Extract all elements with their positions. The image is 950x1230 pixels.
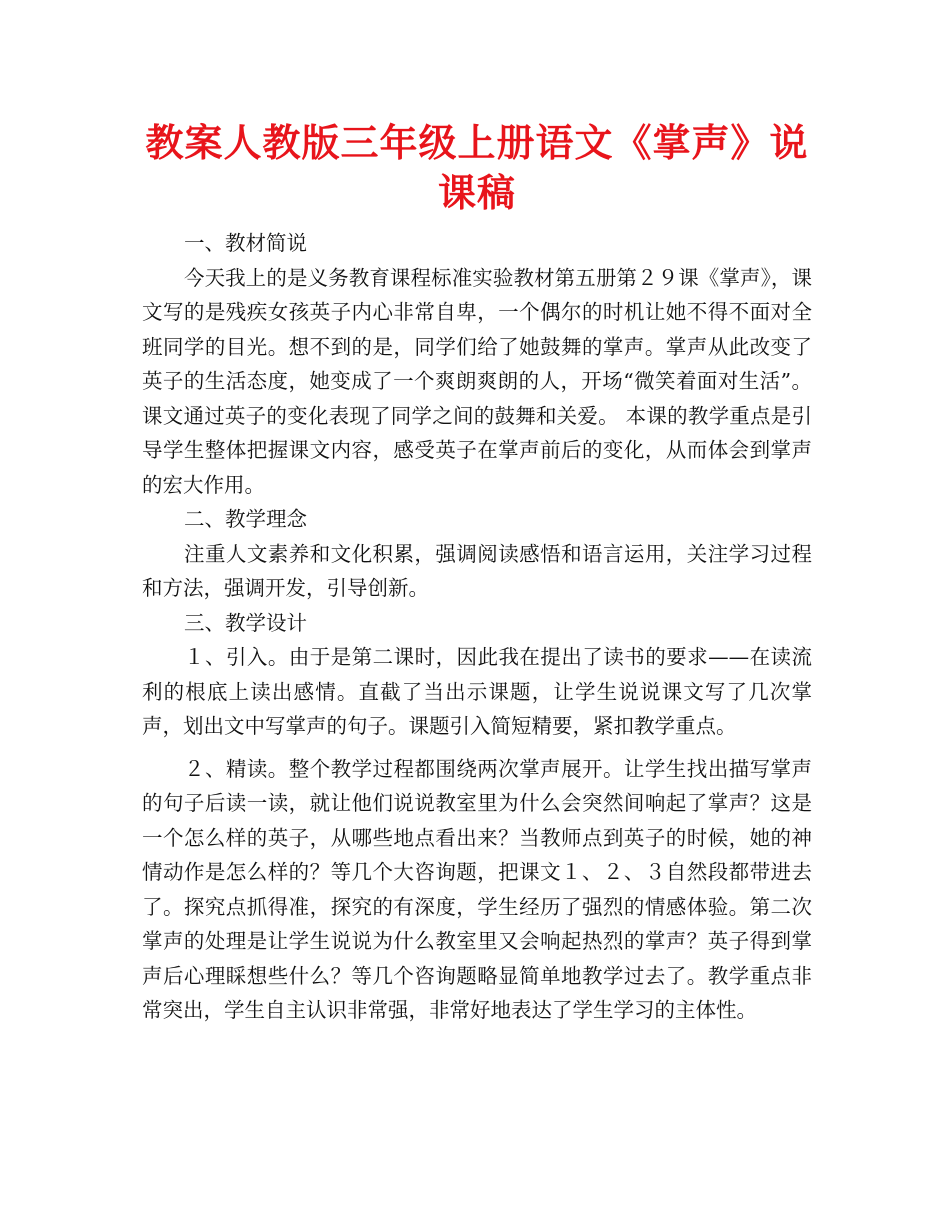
paragraph-design-reading: ２、精读。整个教学过程都围绕两次掌声展开。让学生找出描写掌声的句子后读一读，就让他们说说教室里为什么会突然间响起了掌声？这是一个怎么样的英子，从哪些地点看出来？当教师点到英子的时候，她的神情动作是怎么样的？等几个大咨询题，把课文１、２、３自然段都带进去了。探究点抓得准，探究的有深度，学生经历了强烈的情感体验。第二次掌声的处理是让学生说说为什么教室里又会响起热烈的掌声？英子得到掌声后心理睬想些什么？等几个咨询题略显简单地教学过去了。教学重点非常突出，学生自主认识非常强，非常好地表达了学生学习的主体性。: [142, 756, 812, 1022]
document-page: [142, 118, 812, 1028]
section-heading-design: 三、教学设计: [184, 610, 307, 635]
document-body: [142, 226, 812, 1028]
paragraph-philosophy: 注重人文素养和文化积累，强调阅读感悟和语言运用，关注学习过程和方法，强调开发，引导创新。: [142, 541, 812, 600]
document-title: 教案人教版三年级上册语文《掌声》说课稿: [145, 121, 809, 215]
paragraph-textbook-intro: 今天我上的是义务教育课程标准实验教材第五册第２９课《掌声》，课文写的是残疾女孩英子内心非常自卑，一个偶尔的时机让她不得不面对全班同学的目光。想不到的是，同学们给了她鼓舞的掌声。掌声从此改变了英子的生活态度，她变成了一个爽朗爽朗的人，开场“微笑着面对生活”。课文通过英子的变化表现了同学之间的鼓舞和关爱。 本课的教学重点是引导学生整体把握课文内容，感受英子在掌声前后的变化，从而体会到掌声的宏大作用。: [142, 265, 812, 497]
section-heading-textbook: 一、教材简说: [184, 231, 307, 255]
paragraph-design-intro: １、引入。由于是第二课时，因此我在提出了读书的要求——在读流利的根底上读出感情。直截了当出示课题，让学生说说课文写了几次掌声，划出文中写掌声的句子。课题引入简短精要，紧扣教学重点。: [142, 645, 812, 738]
section-heading-philosophy: 二、教学理念: [184, 507, 307, 531]
